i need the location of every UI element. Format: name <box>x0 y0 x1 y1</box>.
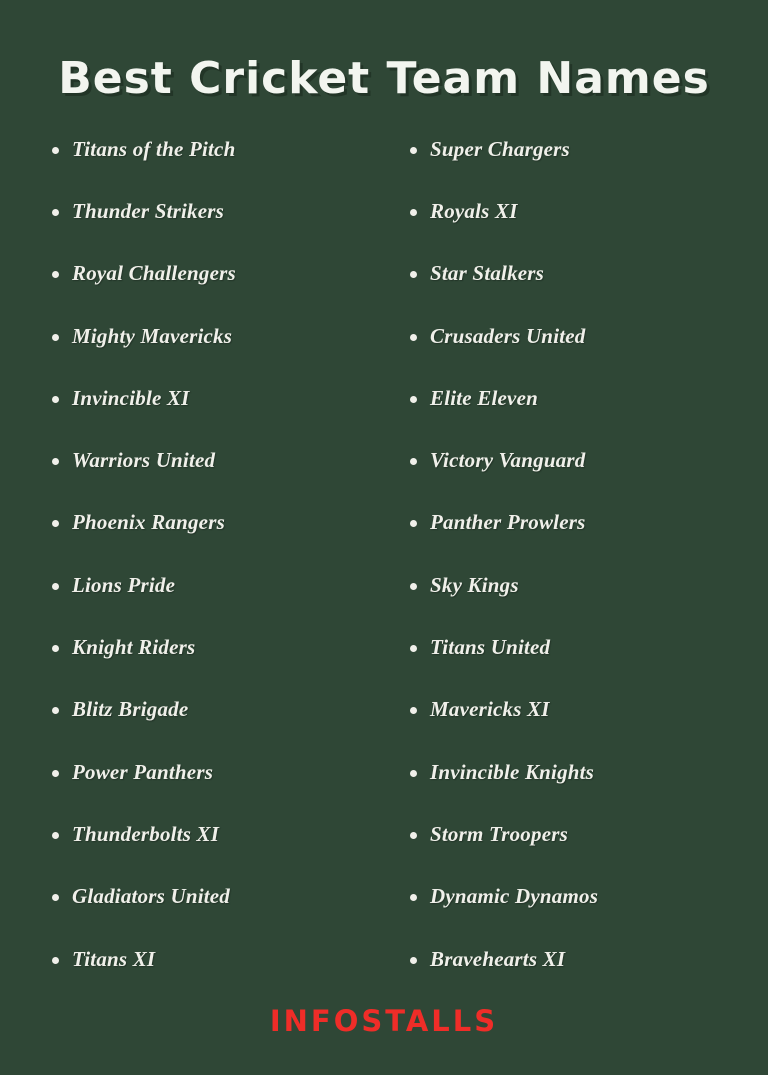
team-name: Dynamic Dynamos <box>430 884 599 909</box>
list-item <box>52 803 410 865</box>
list-item <box>410 803 768 865</box>
bullet-icon <box>410 334 417 341</box>
bullet-icon <box>410 645 417 652</box>
list-item <box>52 741 410 803</box>
bullet-icon <box>52 520 59 527</box>
bullet-icon <box>410 707 417 714</box>
list-item <box>52 118 410 180</box>
list-item <box>52 928 410 990</box>
team-name: Bravehearts XI <box>430 946 566 971</box>
bullet-icon <box>410 770 417 777</box>
list-item <box>410 866 768 928</box>
bullet-icon <box>52 770 59 777</box>
list-item <box>52 492 410 554</box>
list-item <box>52 429 410 491</box>
team-name: Titans of the Pitch <box>72 136 236 161</box>
bullet-icon <box>52 271 59 278</box>
team-name: Super Chargers <box>430 136 570 161</box>
team-name: Storm Troopers <box>430 821 568 846</box>
bullet-icon <box>52 458 59 465</box>
team-name-lists <box>0 118 768 990</box>
bullet-icon <box>52 396 59 403</box>
list-item <box>410 118 768 180</box>
team-name: Phoenix Rangers <box>72 510 225 535</box>
team-name: Mighty Mavericks <box>72 323 233 348</box>
list-item <box>52 554 410 616</box>
team-name: Thunder Strikers <box>72 198 224 223</box>
list-item <box>52 305 410 367</box>
page-title: Best Cricket Team Names <box>58 53 710 105</box>
list-item <box>410 492 768 554</box>
team-list-left <box>52 118 410 990</box>
team-name: Titans XI <box>72 946 156 971</box>
list-item <box>410 243 768 305</box>
team-name: Sky Kings <box>430 572 519 597</box>
bullet-icon <box>52 957 59 964</box>
bullet-icon <box>52 894 59 901</box>
team-name: Lions Pride <box>72 572 176 597</box>
bullet-icon <box>410 271 417 278</box>
bullet-icon <box>410 396 417 403</box>
list-item <box>410 305 768 367</box>
team-name: Royals XI <box>430 198 518 223</box>
bullet-icon <box>410 520 417 527</box>
list-item <box>52 679 410 741</box>
team-name: Invincible XI <box>72 385 190 410</box>
team-name: Elite Eleven <box>430 385 538 410</box>
team-name: Invincible Knights <box>430 759 595 784</box>
list-item <box>52 180 410 242</box>
bullet-icon <box>52 583 59 590</box>
team-name: Blitz Brigade <box>72 697 189 722</box>
list-item <box>52 243 410 305</box>
bullet-icon <box>410 458 417 465</box>
bullet-icon <box>410 832 417 839</box>
bullet-icon <box>410 147 417 154</box>
list-item <box>410 429 768 491</box>
list-item <box>52 616 410 678</box>
bullet-icon <box>410 894 417 901</box>
list-item <box>410 928 768 990</box>
team-name: Royal Challengers <box>72 261 236 286</box>
team-name: Gladiators United <box>72 884 230 909</box>
list-item <box>410 554 768 616</box>
team-name: Star Stalkers <box>430 261 545 286</box>
bullet-icon <box>52 147 59 154</box>
team-name: Titans United <box>430 635 551 660</box>
list-item <box>52 866 410 928</box>
bullet-icon <box>52 209 59 216</box>
bullet-icon <box>52 707 59 714</box>
bullet-icon <box>410 957 417 964</box>
list-item <box>410 180 768 242</box>
brand-logo: INFOSTALLS <box>269 1004 499 1038</box>
list-item <box>410 616 768 678</box>
team-list-right <box>410 118 768 990</box>
team-name: Panther Prowlers <box>430 510 586 535</box>
team-name: Warriors United <box>72 448 216 473</box>
list-item <box>52 367 410 429</box>
team-name: Knight Riders <box>72 635 196 660</box>
list-item <box>410 741 768 803</box>
bullet-icon <box>410 209 417 216</box>
team-name: Victory Vanguard <box>430 448 586 473</box>
team-name: Crusaders United <box>430 323 586 348</box>
bullet-icon <box>410 583 417 590</box>
team-name: Mavericks XI <box>430 697 550 722</box>
team-name: Power Panthers <box>72 759 214 784</box>
team-name: Thunderbolts XI <box>72 821 220 846</box>
list-item <box>410 679 768 741</box>
bullet-icon <box>52 832 59 839</box>
bullet-icon <box>52 334 59 341</box>
bullet-icon <box>52 645 59 652</box>
list-item <box>410 367 768 429</box>
